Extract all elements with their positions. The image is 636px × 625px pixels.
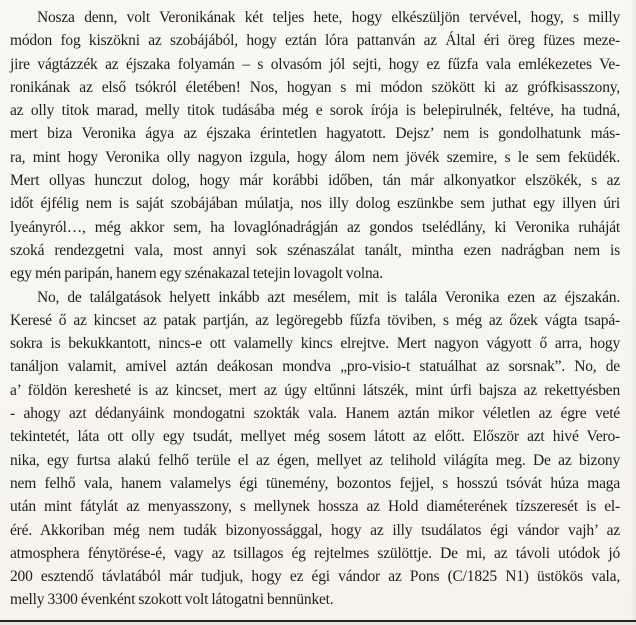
text-line: a’ földön keresheté is az kincset, mert az úgy eltűnni látszék, mint úrfi bajsza az rekettyésben bbox=[10, 381, 620, 399]
text-line: nem felhő vala, hanem valamelys égi tünemény, bozontos fejjel, s hosszú tsóvát húza maga bbox=[10, 474, 620, 492]
text-block bbox=[10, 6, 620, 612]
text-line: az olly titok marad, melly titok tudásába még e sorok írója is belepirulnék, feltéve, ha tudná, bbox=[10, 102, 620, 120]
text-line: mert biza Veronika ágya az éjszaka érintetlen hagyatott. Dejsz’ nem is gondolhatunk más- bbox=[10, 125, 620, 143]
text-line: egy mén paripán, hanem egy szénakazal tetejin lovagolt volna. bbox=[10, 265, 383, 283]
text-line: szoká rendezgetni vala, most annyi sok szénaszálat tanált, mintha ezen nadrágban nem is bbox=[10, 241, 620, 259]
text-line: lyeányról…, még akkor sem, ha lovaglónadrágján az gondos tselédlány, ki Veronika ruháját bbox=[10, 218, 620, 236]
text-line: éré. Akkoriban még nem tudák bizonyossággal, hogy az illy tsudálatos égi vándor vajh’ az bbox=[10, 521, 620, 539]
text-line: Mert ollyas hunczut dolog, hogy már korábbi időben, tán már alkonyatkor elszökék, s az bbox=[10, 172, 620, 190]
text-line: módon fog kiszökni az szobájából, hogy eztán lóra pattanván az Által éri öreg füzes meze- bbox=[10, 32, 620, 50]
text-line: tanáljon valamit, amivel aztán deákosan mondva „pro-visio-t statuálhat az sorsnak”. No, de bbox=[10, 358, 620, 376]
page-right-shadow bbox=[631, 0, 636, 625]
text-line: időt éjfélig nem is saját szobájában múlatja, nos illy dolog eszünkbe sem juthat egy illyen úri bbox=[10, 195, 620, 213]
text-line: Keresé ő az kincset az patak partján, az legöregebb fűzfa töviben, s még az őzek vágta tsapá- bbox=[10, 311, 620, 329]
text-line: - ahogy azt dédanyáink mondogatni szokták vala. Hanem aztán mikor véletlen az égre veté bbox=[10, 405, 620, 423]
text-line: Nosza denn, volt Veronikának két teljes hete, hogy elkészüljön tervével, hogy, s milly bbox=[37, 9, 620, 26]
paragraph bbox=[10, 6, 620, 286]
text-line: után mint fátylát az menyasszony, s mellynek hossza az Hold diaméterének tízszeresét is el- bbox=[10, 498, 620, 516]
text-line: jire vágtázzék az éjszaka folyamán – s olvasóm jól sejti, hogy ez fűzfa vala emlékezetes Ve- bbox=[10, 55, 620, 73]
text-line: 200 esztendő távlatából már tudjuk, hogy ez égi vándor az Pons (C/1825 N1) üstökös vala, bbox=[10, 568, 620, 586]
text-line: No, de találgatások helyett inkább azt mesélem, mit is talála Veronika ezen az éjszakán. bbox=[37, 288, 620, 306]
text-line: nika, egy furtsa alakú felhő terüle el az égen, mellyet az telihold világíta meg. De az bizony bbox=[10, 451, 620, 469]
text-line: tekintetét, láta ott olly egy tsudát, mellyet még sosem látott az előtt. Először azt hivé Vero- bbox=[10, 428, 620, 446]
text-line: melly 3300 évenként szokott volt látogatni bennünket. bbox=[10, 591, 334, 609]
text-line: atmosphera fénytörése-é, vagy az tsillagos ég rejtelmes szülöttje. De mi, az távoli utódok jó bbox=[10, 544, 620, 562]
text-line: sokra is bekukkantott, nincs-e ott valamelly kincs elrejtve. Mert nagyon vágyott ő arra, hogy bbox=[10, 335, 620, 353]
text-line: ronikának az első tsókról életében! Nos, hogyan s mi módon szökött ki az grófkisasszony, bbox=[10, 78, 620, 96]
text-line: ra, mint hogy Veronika olly nagyon izgula, hogy álom nem jövék szemire, s le sem feküdék. bbox=[10, 148, 620, 166]
paragraph bbox=[10, 286, 620, 612]
